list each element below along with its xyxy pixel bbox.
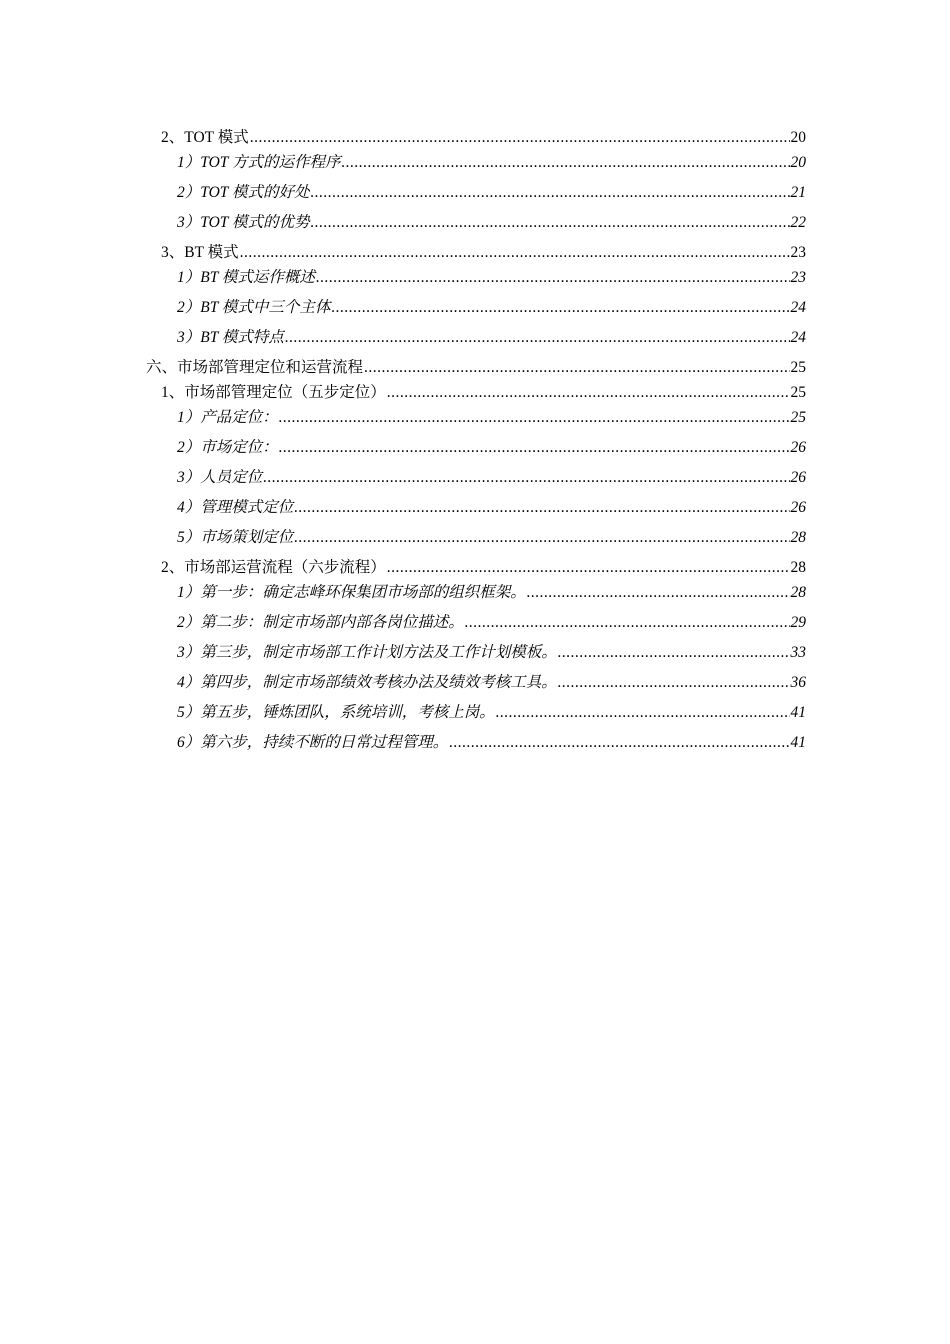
toc-dot-leader [285, 328, 790, 348]
toc-dot-leader [558, 643, 790, 663]
toc-entry-label: 2）BT 模式中三个主体 [177, 299, 331, 316]
toc-entry[interactable] [177, 213, 806, 233]
toc-entry-label: 1）第一步：确定志峰环保集团市场部的组织框架。 [177, 584, 526, 601]
toc-entry[interactable] [177, 328, 806, 348]
toc-dot-leader [240, 243, 790, 263]
toc-entry[interactable] [177, 438, 806, 458]
toc-page-number: 26 [790, 439, 806, 456]
toc-entry[interactable] [177, 498, 806, 518]
toc-dot-leader [465, 613, 790, 633]
toc-page-number: 24 [790, 299, 806, 316]
toc-entry-label: 2、TOT 模式 [161, 129, 249, 146]
toc-entry[interactable] [161, 243, 806, 263]
toc-entry-label: 2、市场部运营流程（六步流程） [161, 559, 386, 576]
toc-entry-label: 4）第四步，制定市场部绩效考核办法及绩效考核工具。 [177, 674, 557, 691]
toc-entry-label: 3、BT 模式 [161, 244, 239, 261]
toc-page-number: 28 [790, 529, 806, 546]
toc-entry-label: 1）TOT 方式的运作程序 [177, 154, 341, 171]
toc-entry-label: 3）BT 模式特点 [177, 329, 284, 346]
toc-entry[interactable] [177, 643, 806, 663]
toc-dot-leader [387, 383, 790, 403]
toc-entry[interactable] [177, 468, 806, 488]
toc-entry[interactable] [161, 383, 806, 403]
toc-entry[interactable] [177, 583, 806, 603]
toc-page-number: 33 [790, 644, 806, 661]
toc-entry[interactable] [177, 153, 806, 173]
toc-dot-leader [449, 733, 789, 753]
toc-entry[interactable] [177, 673, 806, 693]
toc-dot-leader [279, 438, 790, 458]
toc-entry-label: 5）市场策划定位 [177, 529, 294, 546]
toc-entry-label: 6）第六步，持续不断的日常过程管理。 [177, 734, 449, 751]
toc-page-number: 22 [790, 214, 806, 231]
toc-entry[interactable] [177, 183, 806, 203]
toc-dot-leader [294, 528, 789, 548]
toc-dot-leader [279, 408, 790, 428]
toc-dot-leader [316, 268, 790, 288]
toc-entry[interactable] [161, 558, 806, 578]
toc-entry-label: 3）人员定位 [177, 469, 263, 486]
toc-entry-label: 5）第五步，锤炼团队，系统培训，考核上岗。 [177, 704, 495, 721]
toc-dot-leader [294, 498, 789, 518]
toc-page-number: 28 [790, 559, 806, 576]
toc-entry-label: 1、市场部管理定位（五步定位） [161, 384, 386, 401]
toc-entry[interactable] [177, 613, 806, 633]
toc-entry-label: 1）BT 模式运作概述 [177, 269, 315, 286]
toc-page-number: 24 [790, 329, 806, 346]
toc-entry[interactable] [177, 408, 806, 428]
toc-entry[interactable] [177, 298, 806, 318]
toc-entry[interactable] [161, 128, 806, 148]
toc-dot-leader [342, 153, 790, 173]
toc-page-number: 25 [790, 384, 806, 401]
toc-entry[interactable] [146, 358, 806, 378]
toc-page-number: 41 [790, 704, 806, 721]
toc-dot-leader [558, 673, 790, 693]
toc-entry-label: 六、市场部管理定位和运营流程 [146, 359, 364, 376]
toc-entry[interactable] [177, 268, 806, 288]
toc-entry-label: 1）产品定位： [177, 409, 278, 426]
toc-entry[interactable] [177, 703, 806, 723]
toc-entry-label: 3）TOT 模式的优势 [177, 214, 310, 231]
toc-page-number: 41 [790, 734, 806, 751]
toc-entry-label: 3）第三步，制定市场部工作计划方法及工作计划模板。 [177, 644, 557, 661]
toc-entry-label: 2）市场定位： [177, 439, 278, 456]
toc-page-number: 26 [790, 469, 806, 486]
toc-dot-leader [496, 703, 790, 723]
toc-page-number: 25 [790, 359, 806, 376]
toc-page-number: 20 [790, 129, 806, 146]
toc-dot-leader [311, 183, 790, 203]
toc-entry-label: 2）TOT 模式的好处 [177, 184, 310, 201]
toc-page-number: 29 [790, 614, 806, 631]
toc-dot-leader [527, 583, 790, 603]
toc-dot-leader [331, 298, 789, 318]
toc-entry[interactable] [177, 528, 806, 548]
toc-page-number: 20 [790, 154, 806, 171]
toc-dot-leader [311, 213, 790, 233]
toc-page-number: 26 [790, 499, 806, 516]
toc-page-number: 21 [790, 184, 806, 201]
toc-page-number: 25 [790, 409, 806, 426]
toc-page-number: 23 [790, 269, 806, 286]
toc-entry-label: 2）第二步：制定市场部内部各岗位描述。 [177, 614, 464, 631]
toc-dot-leader [250, 128, 790, 148]
toc-dot-leader [263, 468, 789, 488]
toc-page-number: 36 [790, 674, 806, 691]
toc-page-number: 28 [790, 584, 806, 601]
toc-entry-label: 4）管理模式定位 [177, 499, 294, 516]
toc-entry[interactable] [177, 733, 806, 753]
toc-dot-leader [387, 558, 790, 578]
toc-page-number: 23 [790, 244, 806, 261]
toc-dot-leader [364, 358, 789, 378]
